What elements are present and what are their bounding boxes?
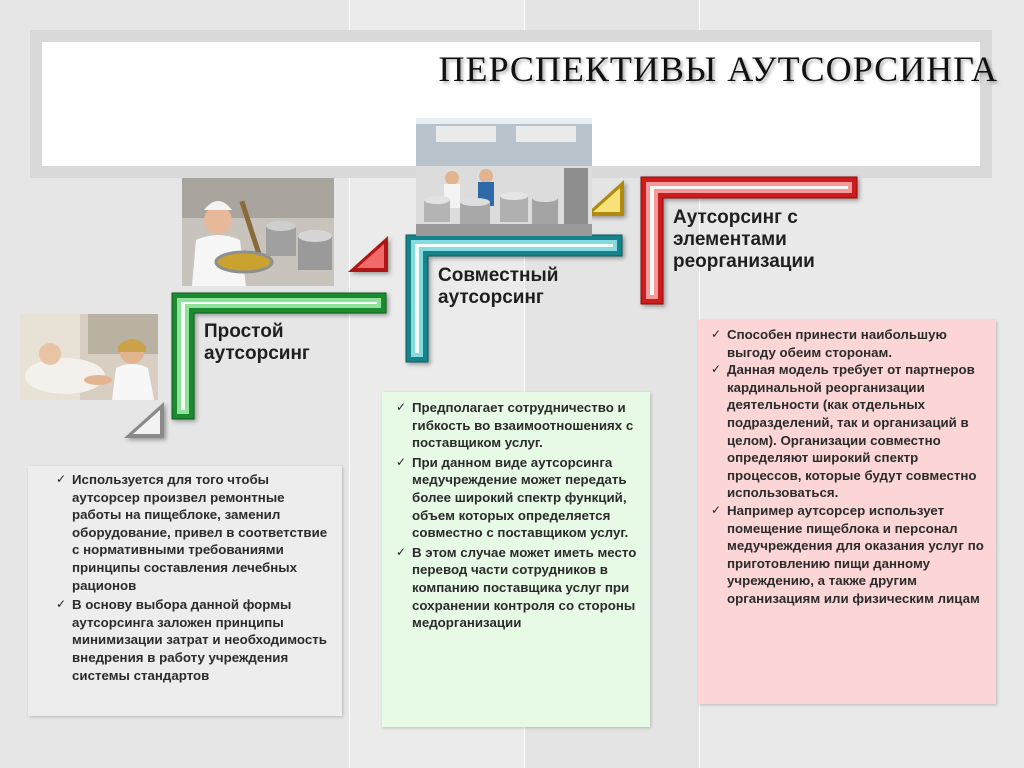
reorg-outsourcing-box <box>698 320 996 704</box>
bullet-item: ✓ В основу выбора данной формы аутсорсинга заложен принципы минимизации затрат и необходимость внедрения в работу учреждения системы стандартов <box>53 596 334 684</box>
bullet-list <box>53 471 334 684</box>
step-triangle-icon <box>124 402 164 438</box>
step-label-line: Простой <box>204 321 284 342</box>
step-label-line: Совместный <box>438 265 559 286</box>
kitchen-photo <box>416 118 592 236</box>
bullet-item: ✓ В этом случае может иметь место перевод части сотрудников в компанию поставщика услуг при сохранении контроля со стороны медорганизации <box>393 544 642 632</box>
step-label-line: Аутсорсинг с <box>673 207 798 228</box>
bullet-list <box>393 399 642 632</box>
bullet-item: ✓ Например аутсорсер использует помещение пищеблока и персонал медучреждения для оказания услуг по приготовлению пищи данному учреждению, а также другим организациям или физическим лицам <box>708 502 988 608</box>
cook-photo <box>182 178 334 286</box>
bullet-item: ✓ Данная модель требует от партнеров кардинальной реорганизации деятельности (как отдельных подразделений, так и организаций в целом). Организации совместно определяют широкий спектр процессов, которые будут совместно использоваться. <box>708 361 988 502</box>
bullet-item: ✓ При данном виде аутсорсинга медучреждение может передать более широкий спектр функций, объем которых определяется совместно с поставщиком услуг. <box>393 454 642 542</box>
simple-outsourcing-box <box>28 466 342 716</box>
slide-title: ПЕРСПЕКТИВЫ АУТСОРСИНГА <box>438 49 998 89</box>
cook-image <box>182 178 334 286</box>
bullet-item: ✓ Способен принести наибольшую выгоду обеим сторонам. <box>708 326 988 361</box>
step-label-line: реорганизации <box>673 251 815 272</box>
step-label-line: элементами <box>673 229 787 250</box>
step-label-joint <box>438 265 558 309</box>
step-label-reorg <box>673 207 815 273</box>
patient-care-image <box>20 314 158 400</box>
step-label-simple <box>204 321 310 365</box>
step-label-line: аутсорсинг <box>438 287 544 308</box>
step-label-line: аутсорсинг <box>204 343 310 364</box>
bullet-list <box>708 326 988 608</box>
kitchen-image <box>416 118 592 236</box>
joint-outsourcing-box <box>382 392 650 727</box>
step-triangle-icon <box>348 236 388 272</box>
bullet-item: ✓ Используется для того чтобы аутсорсер произвел ремонтные работы на пищеблоке, заменил оборудование, привел в соответствие с нормативными требованиями принципы составления лечебных рационов <box>53 471 334 594</box>
patient-care-photo <box>20 314 158 400</box>
bullet-item: ✓ Предполагает сотрудничество и гибкость во взаимоотношениях с поставщиком услуг. <box>393 399 642 452</box>
